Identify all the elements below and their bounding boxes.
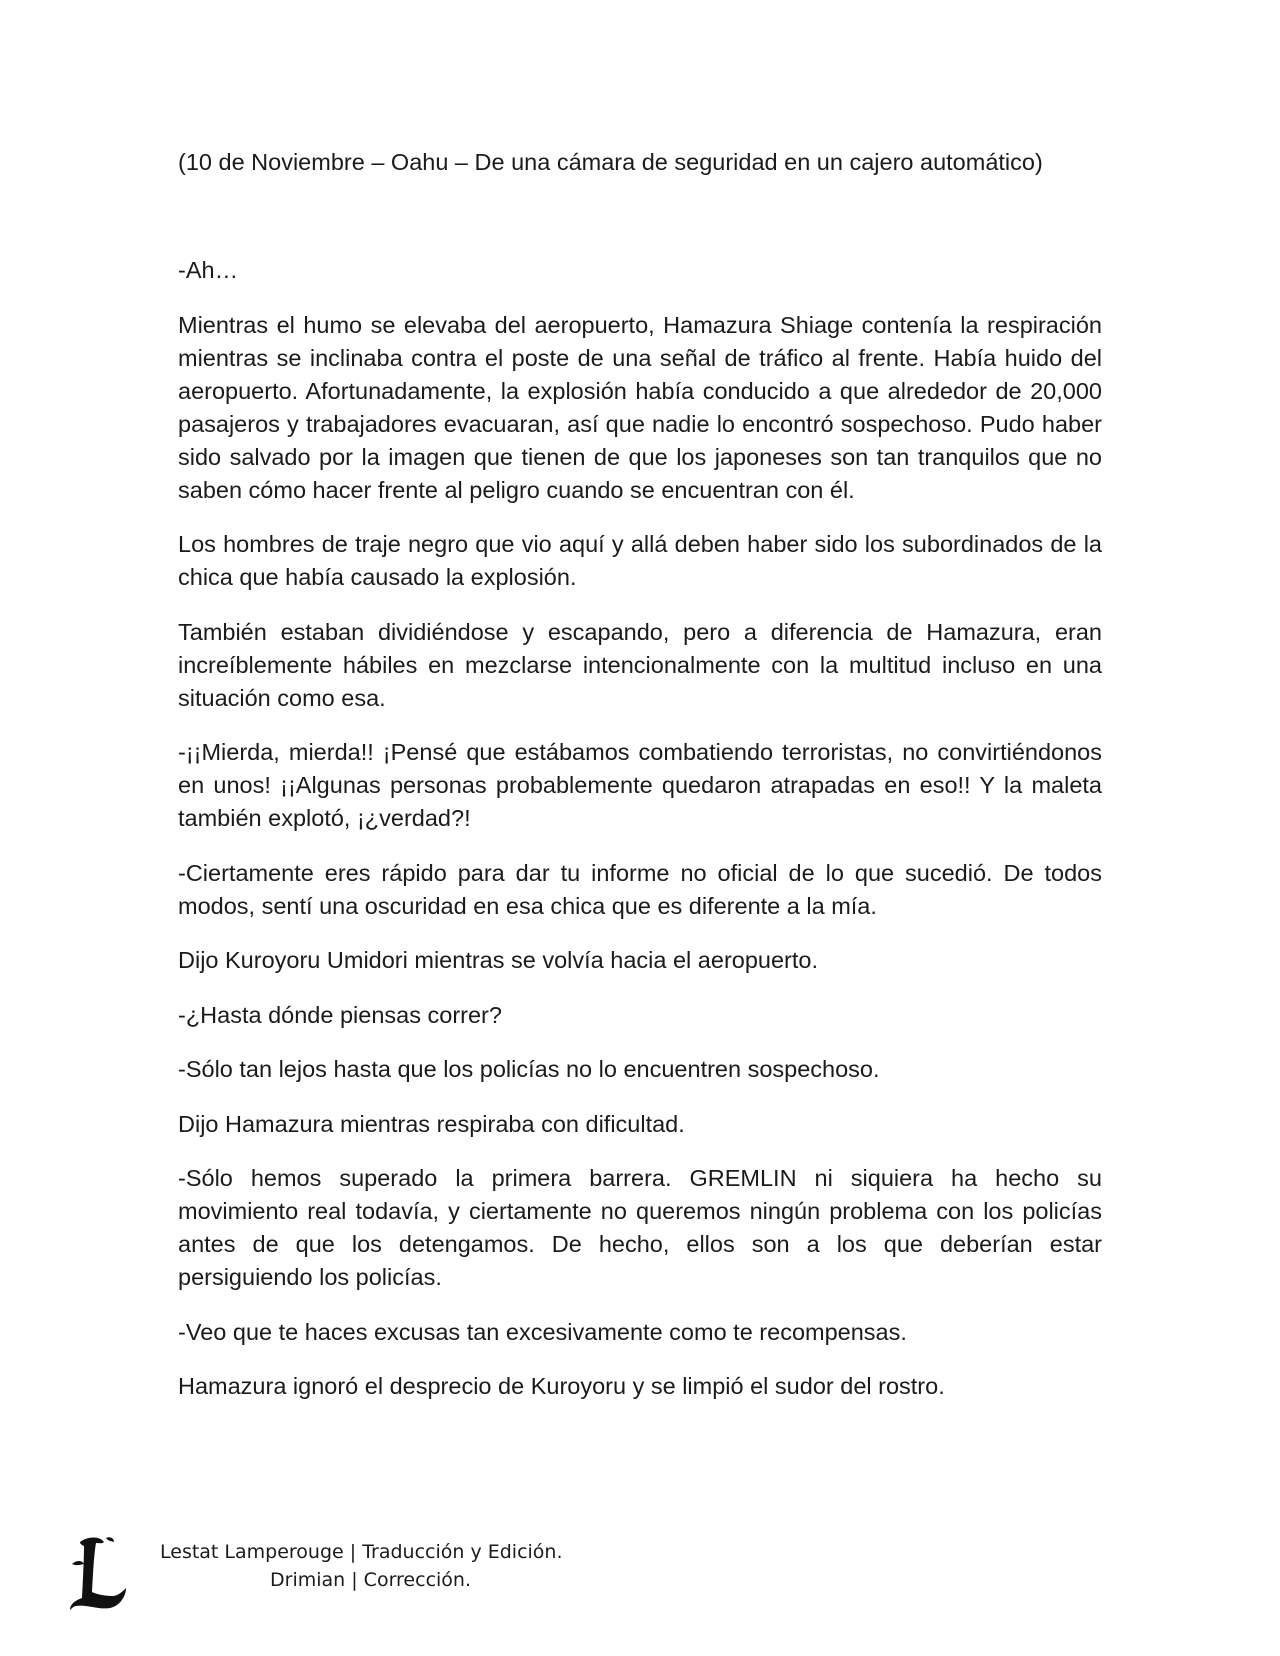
paragraph-6: -Ciertamente eres rápido para dar tu informe no oficial de lo que sucedió. De todos modos, sentí una oscuridad en esa chica que es diferente a la mía. (178, 859, 1102, 919)
paragraph-10: Dijo Hamazura mientras respiraba con dificultad. (178, 1110, 685, 1137)
paragraph-4: También estaban dividiéndose y escapando, pero a diferencia de Hamazura, eran increíblemente hábiles en mezclarse intencionalmente con la multitud incluso en una situación como esa. (178, 618, 1102, 711)
paragraph-8: -¿Hasta dónde piensas correr? (178, 1001, 502, 1028)
paragraph-9: -Sólo tan lejos hasta que los policías no lo encuentren sospechoso. (178, 1056, 880, 1082)
paragraph-13: Hamazura ignoró el desprecio de Kuroyoru y se limpió el sudor del rostro. (178, 1373, 945, 1399)
credit-translation: Lestat Lamperouge | Traducción y Edición. (160, 1541, 563, 1563)
paragraph-12: -Veo que te haces excusas tan excesivamente como te recompensas. (178, 1318, 907, 1345)
paragraph-2: Mientras el humo se elevaba del aeropuerto, Hamazura Shiage contenía la respiración mientras se inclinaba contra el poste de una señal de tráfico al frente. Había huido del aeropuerto. Afortunadamente, la explosión había conducido a que alrededor de 20,000 pasajeros y trabajadores evacuaran, así que nadie lo encontró sospechoso. Pudo haber sido salvado por la imagen que tienen de que los japoneses son tan tranquilos que no saben cómo hacer frente al peligro cuando se encuentran con él. (178, 311, 1102, 503)
document-body (178, 254, 1102, 1425)
credit-correction: Drimian | Corrección. (270, 1569, 472, 1591)
paragraph-1: -Ah… (178, 257, 239, 283)
gothic-l-logo-icon (66, 1534, 130, 1614)
page-footer (62, 1534, 622, 1624)
paragraph-5: -¡¡Mierda, mierda!! ¡Pensé que estábamos combatiendo terroristas, no convirtiéndonos en unos! ¡¡Algunas personas probablemente quedaron atrapadas en eso!! Y la maleta también explotó, ¡¿verdad?! (178, 739, 1102, 831)
paragraph-3: Los hombres de traje negro que vio aquí y allá deben haber sido los subordinados de la chica que había causado la explosión. (178, 531, 1102, 590)
credits-block (160, 1538, 563, 1594)
paragraph-11: -Sólo hemos superado la primera barrera. GREMLIN ni siquiera ha hecho su movimiento real todavía, y ciertamente no queremos ningún problema con los policías antes de que los detengamos. De hecho, ellos son a los que deberían estar persiguiendo los policías. (178, 1165, 1102, 1290)
paragraph-7: Dijo Kuroyoru Umidori mientras se volvía hacia el aeropuerto. (178, 947, 819, 973)
document-heading: (10 de Noviembre – Oahu – De una cámara de seguridad en un cajero automático) (178, 149, 1043, 175)
